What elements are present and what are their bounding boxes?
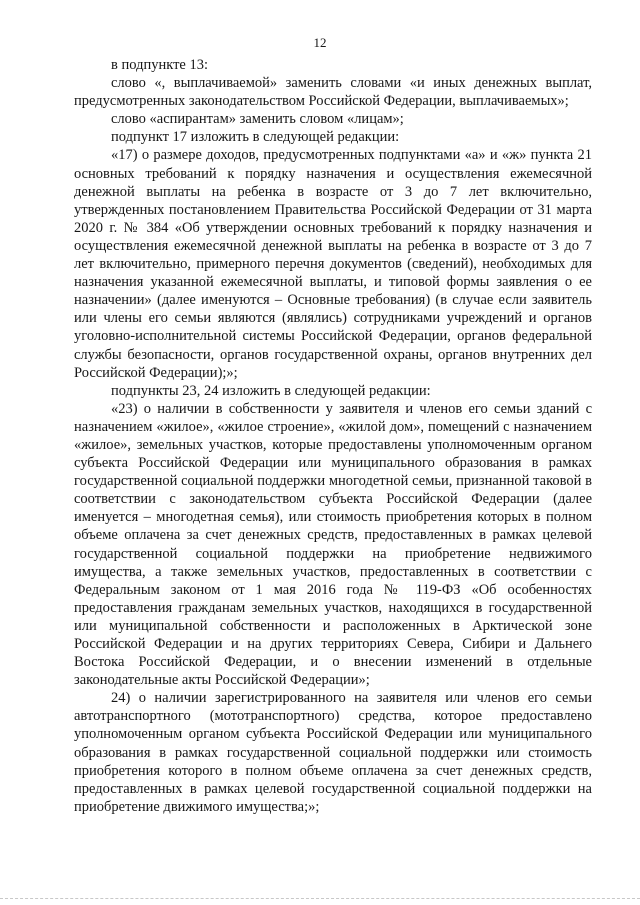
paragraph-subpoint-13-intro: в подпункте 13: [111, 57, 208, 73]
paragraph-word-replacement-2: слово «аспирантам» заменить словом «лицам»; [111, 111, 404, 128]
paragraph-subpoint-17-text: «17) о размере доходов, предусмотренных подпунктами «а» и «ж» пункта 21 основных требований к порядку назначения и осуществления ежемесячной денежной выплаты на ребенка в возрасте от 3 до 7 лет включительно, утвержденных постановлением Правительства Российской Федерации от 31 марта 2020 г. № 384 «Об утверждении основных требований к порядку назначения и осуществления ежемесячной денежной выплаты на ребенка в возрасте от 3 до 7 лет включительно, примерного перечня документов (сведений), необходимых для назначения указанной ежемесячной выплаты, и типовой формы заявления о ее назначении» (далее именуются – Основные требования) (в случае если заявитель или члены его семьи являются (являлись) сотрудниками учреждений и органов уголовно-исполнительной системы Российской Федерации, органов федеральной службы безопасности, органов государственной охраны, органов внутренних дел Российской Федерации);»; [74, 147, 592, 381]
paragraph-subpoints-23-24-intro: подпункты 23, 24 изложить в следующей редакции: [111, 382, 431, 399]
scan-edge-divider [0, 898, 640, 899]
page-number: 12 [313, 35, 327, 50]
paragraph-subpoint-17-intro: подпункт 17 изложить в следующей редакции: [111, 129, 400, 146]
paragraph-subpoint-24-text: 24) о наличии зарегистрированного на заявителя или членов его семьи автотранспортного (мототранспортного) средства, которое предоставлено уполномоченным органом субъекта Российской Федерации или муниципального образования в рамках государственной социальной поддержки или стоимость приобретения которого в полном объеме оплачена за счет денежных средств, предоставленных в рамках целевой государственной социальной поддержки на приобретение движимого имущества;»; [74, 690, 592, 815]
paragraph-subpoint-23-text: «23) о наличии в собственности у заявителя и членов его семьи зданий с назначением «жилое», «жилое строение», «жилой дом», помещений с назначением «жилое», земельных участков, которые предоставлены уполномоченным органом субъекта Российской Федерации или муниципального образования в рамках государственной социальной поддержки многодетной семьи, признанной таковой в соответствии с законодательством субъекта Российской Федерации (далее именуется – многодетная семья), или стоимость приобретения которых в полном объеме оплачена за счет денежных средств, предоставленных в рамках целевой государственной социальной поддержки на приобретение недвижимого имущества, а также земельных участков, предоставленных в соответствии с Федеральным законом от 1 мая 2016 года № 119-ФЗ «Об особенностях предоставления гражданам земельных участков, находящихся в государственной или муниципальной собственности и расположенных в Арктической зоне Российской Федерации и на других территориях Севера, Сибири и Дальнего Востока Российской Федерации, и о внесении изменений в отдельные законодательные акты Российской Федерации»; [74, 400, 592, 689]
document-body [74, 56, 592, 816]
paragraph-word-replacement-1: слово «, выплачиваемой» заменить словами «и иных денежных выплат, предусмотренных законодательством Российской Федерации, выплачиваемых»; [74, 75, 592, 110]
